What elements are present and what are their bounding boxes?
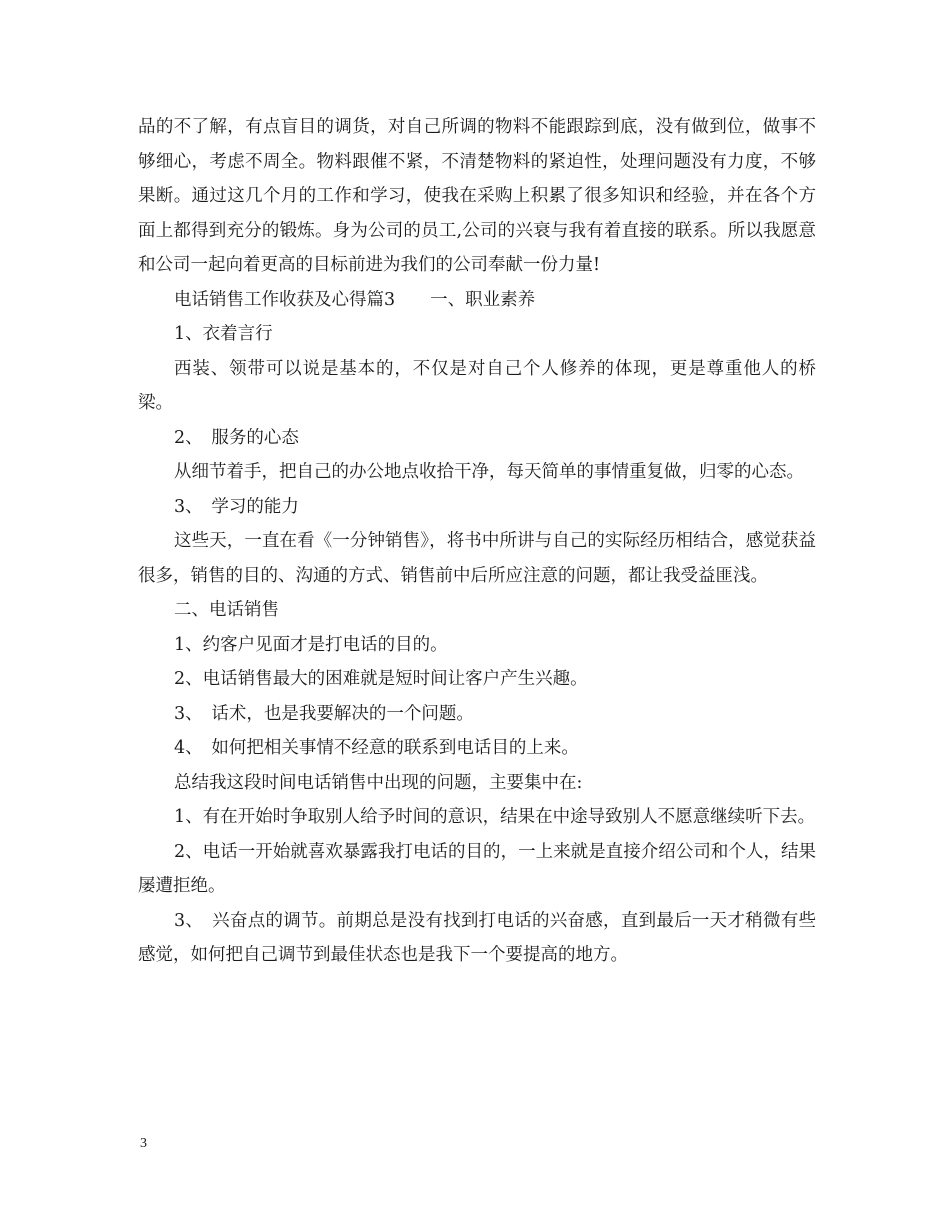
paragraph: 总结我这段时间电话销售中出现的问题，主要集中在: (174, 772, 583, 793)
subheading: 2、 服务的心态 (174, 427, 299, 448)
section-heading: 二、电话销售 (174, 600, 279, 620)
list-item: 4、 如何把相关事情不经意的联系到电话目的上来。 (174, 738, 579, 758)
list-item: 1、有在开始时争取别人给予时间的意识，结果在中途导致别人不愿意继续听下去。 (174, 807, 816, 827)
page-number: 3 (140, 1136, 147, 1151)
list-item: 2、电话销售最大的困难就是短时间让客户产生兴趣。 (174, 669, 588, 689)
subheading: 1、衣着言行 (174, 324, 273, 344)
subheading: 3、 学习的能力 (174, 496, 299, 517)
list-item: 2、电话一开始就喜欢暴露我打电话的目的，一上来就是直接介绍公司和个人，结果屡遭拒绝。 (138, 841, 816, 896)
document-body (138, 110, 816, 973)
paragraph: 西装、领带可以说是基本的，不仅是对自己个人修养的体现，更是尊重他人的桥梁。 (138, 358, 816, 413)
paragraph: 品的不了解，有点盲目的调货，对自己所调的物料不能跟踪到底，没有做到位，做事不够细心，考虑不周全。物料跟催不紧，不清楚物料的紧迫性，处理问题没有力度，不够果断。通过这几个月的工作和学习，使我在采购上积累了很多知识和经验，并在各个方面上都得到充分的锻炼。身为公司的员工,公司的兴衰与我有着直接的联系。所以我愿意和公司一起向着更高的目标前进为我们的公司奉献一份力量! (138, 117, 816, 275)
list-item: 3、 话术，也是我要解决的一个问题。 (174, 703, 474, 724)
paragraph: 这些天，一直在看《一分钟销售》，将书中所讲与自己的实际经历相结合，感觉获益很多，销售的目的、沟通的方式、销售前中后所应注意的问题，都让我受益匪浅。 (138, 531, 816, 586)
section-heading: 电话销售工作收获及心得篇3 一、职业素养 (174, 289, 536, 310)
list-item: 1、约客户见面才是打电话的目的。 (174, 634, 448, 655)
paragraph: 从细节着手，把自己的办公地点收拾干净，每天简单的事情重复做，归零的心态。 (174, 462, 804, 482)
list-item: 3、 兴奋点的调节。前期总是没有找到打电话的兴奋感，直到最后一天才稍微有些感觉，如何把自己调节到最佳状态也是我下一个要提高的地方。 (138, 910, 816, 965)
